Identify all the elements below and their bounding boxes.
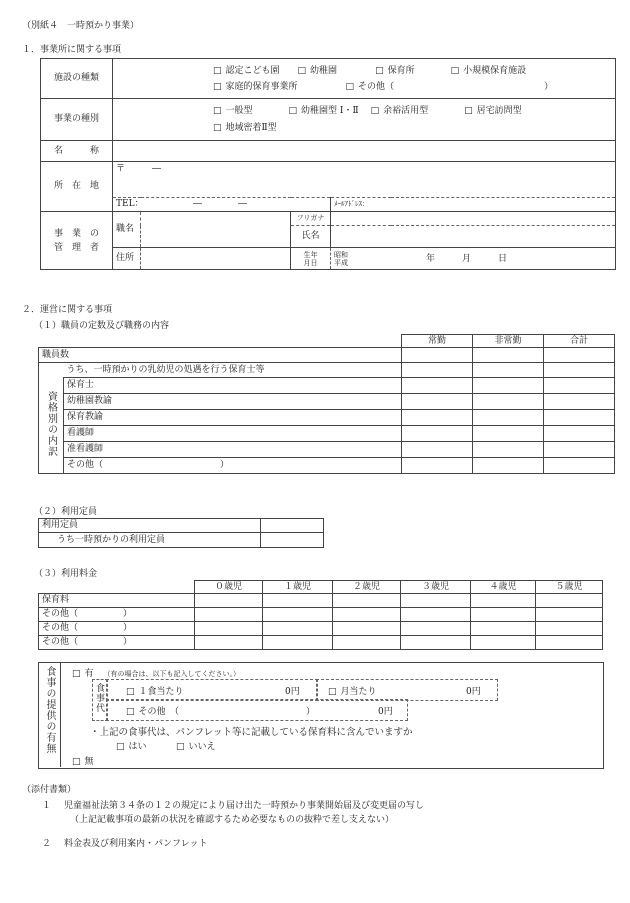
fee-row-label: 保育料 bbox=[39, 594, 195, 608]
form-header: （別紙４ 一時預かり事業） bbox=[22, 21, 140, 31]
manager-label: 事 業 の 管 理 者 bbox=[41, 212, 113, 270]
fee-cell[interactable] bbox=[195, 636, 263, 650]
qual-cell[interactable] bbox=[402, 458, 473, 474]
checkbox-nursery[interactable]: □ 保育所 bbox=[375, 66, 415, 76]
attachments-title: （添付書類） bbox=[22, 785, 77, 795]
qual-cell[interactable] bbox=[473, 442, 544, 458]
fee-col-age2: ２歳児 bbox=[333, 581, 401, 594]
attachment-1-text: 児童福祉法第３４条の１２の規定により届け出た一時預かり事業開始届及び変更届の写し bbox=[64, 801, 425, 811]
qual-cell[interactable] bbox=[544, 394, 615, 410]
birth-label: 生年 月日 bbox=[291, 248, 331, 270]
qual-cell[interactable] bbox=[544, 378, 615, 394]
capacity-table bbox=[38, 518, 324, 548]
fee-cell[interactable] bbox=[401, 608, 471, 622]
per-meal-option[interactable]: □ １食当たり bbox=[126, 684, 184, 697]
fee-cell[interactable] bbox=[195, 608, 263, 622]
capacity-label: 利用定員 bbox=[39, 519, 261, 533]
business-type-options bbox=[113, 99, 616, 141]
staff-count-total[interactable] bbox=[544, 348, 615, 363]
meal-cost-label: 食事代 bbox=[94, 683, 104, 713]
section2-title: ２．運営に関する事項 bbox=[22, 305, 113, 315]
qualification-label: 資格別の内訳 bbox=[39, 378, 64, 474]
staff-childcare-fulltime[interactable] bbox=[402, 363, 473, 378]
fee-row-label: その他（ ） bbox=[39, 636, 195, 650]
manager-name-field[interactable] bbox=[331, 226, 616, 248]
attachment-2-number: ２ bbox=[42, 839, 52, 849]
qual-cell[interactable] bbox=[473, 426, 544, 442]
meal-question: ・上記の食事代は、パンフレット等に記載している保育料に含んでいますか bbox=[90, 727, 413, 738]
fee-cell[interactable] bbox=[401, 636, 471, 650]
birth-date: 年 月 日 bbox=[426, 253, 508, 264]
fee-cell[interactable] bbox=[333, 636, 401, 650]
capacity-field[interactable] bbox=[261, 519, 324, 533]
facility-type-label: 施設の種類 bbox=[41, 59, 113, 99]
meal-label: 食事の提供の有無 bbox=[44, 666, 55, 754]
meal-yes-option[interactable]: □ 有 （有の場合は、以下も記入してください。） bbox=[72, 666, 240, 679]
fee-col-age3: ３歳児 bbox=[401, 581, 471, 594]
checkbox-kodomoen[interactable]: □ 認定こども園 bbox=[213, 66, 280, 76]
fee-cell[interactable] bbox=[536, 594, 603, 608]
staff-count-parttime[interactable] bbox=[473, 348, 544, 363]
business-type-label: 事業の種別 bbox=[41, 99, 113, 141]
fee-col-age1: １歳児 bbox=[263, 581, 333, 594]
fee-cell[interactable] bbox=[471, 608, 536, 622]
qual-cell[interactable] bbox=[473, 394, 544, 410]
furigana-field[interactable] bbox=[331, 212, 616, 226]
attachment-1-note: （上記記載事項の最新の状況を確認するため必要なものの抜粋で差し支えない） bbox=[70, 815, 395, 825]
qual-row-label: その他（ ） bbox=[64, 458, 402, 474]
staff-col-total: 合計 bbox=[544, 335, 615, 348]
per-meal-amount[interactable]: 0円 bbox=[285, 687, 300, 697]
fee-cell[interactable] bbox=[195, 594, 263, 608]
fee-col-age4: ４歳児 bbox=[471, 581, 536, 594]
checkbox-home-visit[interactable]: □ 居宅訪問型 bbox=[464, 106, 522, 116]
manager-name-label: 氏名 bbox=[291, 226, 331, 248]
qual-cell[interactable] bbox=[544, 410, 615, 426]
postal-field[interactable]: 〒 ― bbox=[113, 162, 616, 198]
fee-cell[interactable] bbox=[263, 622, 333, 636]
qual-cell[interactable] bbox=[402, 394, 473, 410]
staff-childcare-parttime[interactable] bbox=[473, 363, 544, 378]
qual-row-label: 准看護師 bbox=[64, 442, 402, 458]
staff-count-label: 職員数 bbox=[39, 348, 402, 363]
tel-field[interactable]: TEL： ― ― bbox=[113, 198, 331, 212]
fee-col-age0: ０歳児 bbox=[195, 581, 263, 594]
per-month-amount[interactable]: 0円 bbox=[466, 687, 481, 697]
qual-cell[interactable] bbox=[473, 410, 544, 426]
fee-cell[interactable] bbox=[263, 608, 333, 622]
fee-cell[interactable] bbox=[263, 594, 333, 608]
capacity-sub-label: うち一時預かりの利用定員 bbox=[39, 533, 261, 548]
qual-cell[interactable] bbox=[402, 426, 473, 442]
manager-address-label: 住所 bbox=[113, 248, 141, 270]
fee-cell[interactable] bbox=[536, 622, 603, 636]
capacity-subtitle: （２）利用定員 bbox=[34, 507, 98, 517]
checkbox-kindergarten[interactable]: □ 幼稚園 bbox=[298, 66, 338, 76]
qual-cell[interactable] bbox=[473, 458, 544, 474]
meal-other-option[interactable]: □ その他 （ bbox=[126, 704, 179, 717]
meal-q-yes-option[interactable]: □ はい bbox=[116, 739, 147, 752]
staff-childcare-label: うち、一時預かりの乳幼児の処遇を行う保育士等 bbox=[64, 363, 402, 378]
meal-label-cell bbox=[38, 662, 61, 767]
fee-col-age5: ５歳児 bbox=[536, 581, 603, 594]
checkbox-surplus[interactable]: □ 余裕活用型 bbox=[371, 106, 429, 116]
fee-row-label: その他（ ） bbox=[39, 608, 195, 622]
staff-count-fulltime[interactable] bbox=[402, 348, 473, 363]
attachment-1-number: １ bbox=[42, 801, 52, 811]
staff-subtitle: （１）職員の定数及び職務の内容 bbox=[34, 321, 170, 331]
fee-cell[interactable] bbox=[471, 594, 536, 608]
fee-cell[interactable] bbox=[536, 636, 603, 650]
fee-row-label: その他（ ） bbox=[39, 622, 195, 636]
staff-table bbox=[38, 334, 615, 474]
fee-cell[interactable] bbox=[333, 594, 401, 608]
fee-cell[interactable] bbox=[401, 622, 471, 636]
meal-yes-note: （有の場合は、以下も記入してください。） bbox=[103, 670, 241, 678]
fee-cell[interactable] bbox=[195, 622, 263, 636]
meal-other-amount[interactable]: 0円 bbox=[378, 707, 393, 717]
checkbox-facility-other[interactable]: □ その他（ bbox=[346, 82, 395, 92]
capacity-sub-field[interactable] bbox=[261, 533, 324, 548]
fee-cell[interactable] bbox=[471, 636, 536, 650]
qual-row-label: 幼稚園教諭 bbox=[64, 394, 402, 410]
staff-col-parttime: 非常勤 bbox=[473, 335, 544, 348]
meal-no-option[interactable]: □ 無 bbox=[72, 754, 94, 767]
address-label: 所 在 地 bbox=[41, 162, 113, 212]
qual-row-label: 保育教諭 bbox=[64, 410, 402, 426]
facility-info-table bbox=[40, 58, 616, 270]
fee-cell[interactable] bbox=[401, 594, 471, 608]
fee-cell[interactable] bbox=[536, 608, 603, 622]
fee-cell[interactable] bbox=[333, 622, 401, 636]
qual-cell[interactable] bbox=[402, 378, 473, 394]
manager-address-field[interactable] bbox=[141, 248, 291, 270]
qual-cell[interactable] bbox=[544, 426, 615, 442]
manager-title-label: 職名 bbox=[113, 212, 141, 248]
facility-other-close: ） bbox=[544, 81, 554, 92]
qual-cell[interactable] bbox=[544, 458, 615, 474]
attachment-2-text: 料金表及び利用案内・パンフレット bbox=[64, 839, 208, 849]
fee-cell[interactable] bbox=[333, 608, 401, 622]
fee-cell[interactable] bbox=[263, 636, 333, 650]
checkbox-community[interactable]: □ 地域密着Ⅱ型 bbox=[213, 123, 277, 133]
name-label: 名 称 bbox=[41, 141, 113, 162]
furigana-label: フリガナ bbox=[291, 212, 331, 226]
fee-subtitle: （３）利用料金 bbox=[34, 569, 98, 579]
birth-field[interactable] bbox=[331, 248, 616, 270]
checkbox-general[interactable]: □ 一般型 bbox=[213, 106, 253, 116]
section1-title: １．事業所に関する事項 bbox=[22, 45, 122, 55]
checkbox-home-daycare[interactable]: □ 家庭的保育事業所 bbox=[213, 82, 298, 92]
staff-col-fulltime: 常勤 bbox=[402, 335, 473, 348]
meal-q-no-option[interactable]: □ いいえ bbox=[176, 739, 216, 752]
checkbox-kindergarten-type[interactable]: □ 幼稚園型 Ⅰ・Ⅱ bbox=[289, 106, 359, 116]
fee-table bbox=[38, 580, 603, 650]
qual-row-label: 保育士 bbox=[64, 378, 402, 394]
manager-title-field[interactable] bbox=[141, 212, 291, 248]
per-month-option[interactable]: □ 月当たり bbox=[328, 684, 377, 697]
facility-type-options bbox=[113, 59, 616, 99]
qual-cell[interactable] bbox=[473, 378, 544, 394]
staff-childcare-total[interactable] bbox=[544, 363, 615, 378]
email-field[interactable]: ﾒｰﾙｱﾄﾞﾚｽ： bbox=[331, 198, 616, 212]
fee-cell[interactable] bbox=[471, 622, 536, 636]
era-options: 昭和 平成 bbox=[334, 250, 348, 267]
qual-row-label: 看護師 bbox=[64, 426, 402, 442]
meal-other-close: ） bbox=[306, 707, 316, 717]
qual-cell[interactable] bbox=[402, 410, 473, 426]
qual-cell[interactable] bbox=[544, 442, 615, 458]
qual-cell[interactable] bbox=[402, 442, 473, 458]
checkbox-small-nursery[interactable]: □ 小規模保育施設 bbox=[451, 66, 527, 76]
name-field[interactable] bbox=[113, 141, 616, 162]
